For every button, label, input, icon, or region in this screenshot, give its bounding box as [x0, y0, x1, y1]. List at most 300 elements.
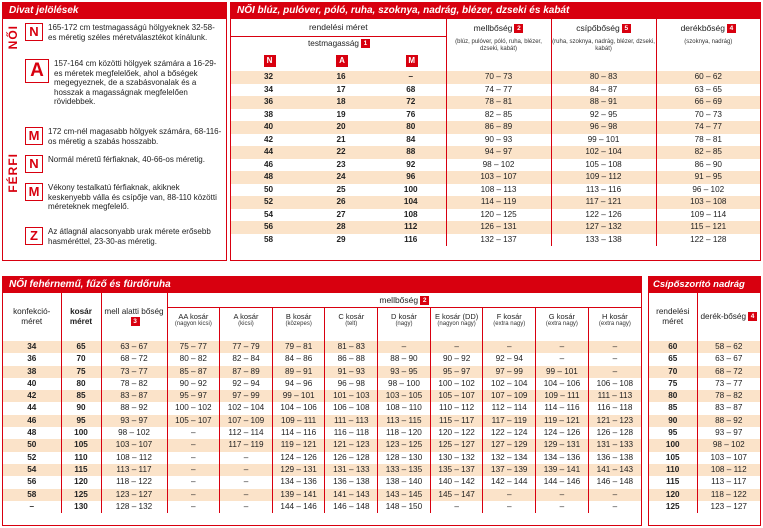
table-cell: 104	[376, 196, 446, 209]
table-cell: 98 – 102	[446, 159, 551, 172]
table-cell: 102 – 104	[483, 378, 536, 390]
table-cell: 148 – 150	[378, 501, 431, 513]
table-cell: 95	[649, 427, 697, 439]
table-cell: –	[220, 464, 273, 476]
table-cell: 109 – 112	[551, 171, 656, 184]
table-cell: 86 – 90	[656, 159, 760, 172]
table-cell: 105 – 108	[551, 159, 656, 172]
table-cell: 110	[649, 464, 697, 476]
table-cell: 84 – 86	[272, 353, 325, 365]
col-mellboseg: mellbőség 2 (blúz, pulóver, póló, ruha, blézer, dzseki, kabát)	[446, 19, 551, 71]
table-cell: 92 – 95	[551, 109, 656, 122]
table-row	[3, 464, 641, 476]
table-row	[3, 452, 641, 464]
table-row	[3, 341, 641, 353]
table-cell: 110 – 112	[430, 402, 483, 414]
table-cell: –	[430, 501, 483, 513]
table-cell: 80	[376, 121, 446, 134]
table-row	[3, 378, 641, 390]
cup-sub: (extra nagy)	[493, 320, 526, 327]
table-cell: –	[3, 501, 61, 513]
table-cell: 75 – 77	[167, 341, 220, 353]
table-cell: –	[167, 501, 220, 513]
col-girdle-rendelesi: rendelési méret	[656, 307, 690, 326]
table-row	[3, 489, 641, 501]
table-cell: 27	[306, 209, 376, 222]
table-cell: 130	[61, 501, 101, 513]
blouse-table	[231, 19, 760, 246]
table-row	[649, 402, 760, 414]
table-row	[649, 415, 760, 427]
col-girdle-derek: derék-bőség 4	[697, 293, 760, 341]
table-cell: 123 – 127	[101, 489, 167, 501]
cup-name: C kosár	[338, 311, 365, 321]
table-cell: 117 – 119	[220, 439, 273, 451]
table-row	[3, 366, 641, 378]
table-cell: 91 – 93	[325, 366, 378, 378]
table-cell: 111 – 113	[325, 415, 378, 427]
table-cell: 134 – 136	[536, 452, 589, 464]
table-cell: 112	[376, 221, 446, 234]
table-cell: 73 – 77	[697, 378, 760, 390]
table-cell: 28	[306, 221, 376, 234]
col-cup	[588, 307, 641, 341]
table-cell: –	[536, 489, 589, 501]
table-cell: 132 – 134	[483, 452, 536, 464]
table-cell: 84 – 87	[551, 84, 656, 97]
col-cup	[378, 307, 431, 341]
table-cell: –	[536, 501, 589, 513]
table-cell: 124 – 126	[536, 427, 589, 439]
table-cell: 95	[61, 415, 101, 427]
table-cell: 112 – 114	[220, 427, 273, 439]
table-cell: 133 – 135	[378, 464, 431, 476]
table-cell: 74 – 77	[656, 121, 760, 134]
table-cell: 25	[306, 184, 376, 197]
table-cell: 96	[376, 171, 446, 184]
table-row	[231, 71, 760, 84]
table-row	[231, 84, 760, 97]
col-mell-alatti: mell alatti bőség3	[101, 293, 167, 341]
table-cell: 42	[231, 134, 306, 147]
letter-n: N	[231, 51, 306, 71]
table-row	[231, 159, 760, 172]
table-cell: 133 – 138	[551, 234, 656, 247]
table-cell: 94 – 97	[446, 146, 551, 159]
table-cell: 139 – 141	[536, 464, 589, 476]
table-cell: 96 – 98	[551, 121, 656, 134]
table-cell: 60 – 62	[656, 71, 760, 84]
table-cell: 109 – 111	[272, 415, 325, 427]
table-cell: 56	[3, 476, 61, 488]
table-cell: 63 – 67	[697, 353, 760, 365]
table-cell: 96 – 98	[325, 378, 378, 390]
table-cell: 99 – 101	[272, 390, 325, 402]
table-cell: 104 – 106	[536, 378, 589, 390]
table-cell: –	[376, 71, 446, 84]
table-row	[649, 452, 760, 464]
cup-name: AA kosár	[178, 311, 209, 321]
legend-item	[25, 127, 222, 146]
table-cell: 42	[3, 390, 61, 402]
table-row	[231, 96, 760, 109]
table-cell: 136 – 138	[588, 452, 641, 464]
table-cell: 54	[231, 209, 306, 222]
table-cell: 34	[231, 84, 306, 97]
table-row	[649, 489, 760, 501]
table-cell: 105	[61, 439, 101, 451]
table-cell: 90 – 92	[167, 378, 220, 390]
table-cell: 127 – 129	[483, 439, 536, 451]
table-cell: 138 – 140	[378, 476, 431, 488]
table-row	[3, 476, 641, 488]
table-cell: –	[220, 489, 273, 501]
table-cell: 102 – 104	[220, 402, 273, 414]
legend-text: Vékony testalkatú férfiaknak, akiknek keskenyebb válla és csípője van, 88-110 közötti méreteknek megfelelő.	[48, 183, 217, 211]
table-row	[649, 378, 760, 390]
table-cell: 113 – 117	[697, 476, 760, 488]
table-cell: 110	[61, 452, 101, 464]
size-letter-icon: A	[25, 59, 49, 83]
table-cell: 120 – 122	[430, 427, 483, 439]
table-cell: 44	[3, 402, 61, 414]
cup-name: D kosár	[391, 311, 417, 321]
table-cell: 120	[649, 489, 697, 501]
table-row	[231, 171, 760, 184]
table-cell: 136 – 138	[325, 476, 378, 488]
table-cell: 96 – 102	[656, 184, 760, 197]
table-cell: 106 – 108	[325, 402, 378, 414]
table-cell: 134 – 136	[272, 476, 325, 488]
divat-panel	[2, 2, 227, 261]
table-cell: 118 – 122	[697, 489, 760, 501]
table-cell: 87 – 89	[220, 366, 273, 378]
table-cell: 86 – 88	[325, 353, 378, 365]
table-cell: 120	[61, 476, 101, 488]
col-rendelesi: rendelési méret	[231, 19, 446, 36]
table-cell: 114 – 119	[446, 196, 551, 209]
table-cell: 125 – 127	[430, 439, 483, 451]
table-cell: 68 – 72	[101, 353, 167, 365]
table-cell: 24	[306, 171, 376, 184]
table-cell: 88 – 91	[551, 96, 656, 109]
table-cell: 19	[306, 109, 376, 122]
size-letter-icon: N	[25, 23, 43, 41]
table-cell: 58	[231, 234, 306, 247]
table-cell: 90	[61, 402, 101, 414]
table-cell: 75	[649, 378, 697, 390]
table-cell: 109 – 111	[536, 390, 589, 402]
table-row	[231, 209, 760, 222]
noi-label: NŐI	[6, 25, 20, 50]
table-cell: –	[167, 427, 220, 439]
table-cell: 70	[649, 366, 697, 378]
cup-sub: (kicsi)	[238, 320, 254, 327]
table-cell: 80 – 83	[551, 71, 656, 84]
table-cell: 115	[61, 464, 101, 476]
table-cell: 65	[649, 353, 697, 365]
table-row	[3, 353, 641, 365]
table-cell: 58	[3, 489, 61, 501]
table-cell: 97 – 99	[220, 390, 273, 402]
letter-m: M	[376, 51, 446, 71]
table-cell: 126 – 131	[446, 221, 551, 234]
table-cell: 85	[61, 390, 101, 402]
table-cell: 36	[3, 353, 61, 365]
table-cell: 93 – 95	[378, 366, 431, 378]
legend-text: Az átlagnál alacsonyabb urak mérete erősebb hasméréttel, 23-30-as méretig.	[48, 227, 211, 246]
table-cell: 98 – 102	[101, 427, 167, 439]
legend-item	[25, 23, 222, 42]
table-row	[3, 439, 641, 451]
size-letter-icon: N	[25, 155, 43, 173]
table-cell: 94 – 96	[272, 378, 325, 390]
cup-name: F kosár	[496, 311, 522, 321]
cup-sub: (közepes)	[285, 320, 312, 327]
table-cell: 52	[231, 196, 306, 209]
table-cell: –	[588, 341, 641, 353]
table-cell: 115	[649, 476, 697, 488]
table-cell: 88 – 92	[697, 415, 760, 427]
table-cell: 104 – 106	[272, 402, 325, 414]
table-cell: 116 – 118	[325, 427, 378, 439]
table-cell: 126 – 128	[588, 427, 641, 439]
table-cell: 88	[376, 146, 446, 159]
table-cell: 114 – 116	[272, 427, 325, 439]
legend-item	[25, 155, 222, 173]
table-cell: 52	[3, 452, 61, 464]
table-cell: 109 – 114	[656, 209, 760, 222]
table-cell: –	[588, 501, 641, 513]
table-cell: 115 – 117	[430, 415, 483, 427]
table-row	[231, 184, 760, 197]
table-cell: 22	[306, 146, 376, 159]
table-cell: 78 – 82	[101, 378, 167, 390]
table-cell: 36	[231, 96, 306, 109]
underwear-panel	[2, 276, 642, 526]
table-row	[231, 121, 760, 134]
col-konfekcio: konfekció-méret	[13, 307, 51, 326]
table-cell: 72	[376, 96, 446, 109]
table-cell: 65	[61, 341, 101, 353]
table-cell: 103 – 107	[446, 171, 551, 184]
table-row	[649, 390, 760, 402]
table-cell: 93 – 97	[101, 415, 167, 427]
table-cell: 122 – 124	[483, 427, 536, 439]
table-cell: 135 – 137	[430, 464, 483, 476]
table-cell: 56	[231, 221, 306, 234]
table-cell: 79 – 81	[272, 341, 325, 353]
table-cell: 34	[3, 341, 61, 353]
size-letter-icon: M	[25, 183, 43, 201]
table-cell: 78 – 81	[446, 96, 551, 109]
table-row	[649, 464, 760, 476]
table-cell: 117 – 119	[483, 415, 536, 427]
table-cell: 70 – 73	[656, 109, 760, 122]
col-csipo: csípőbőség 5 (ruha, szoknya, nadrág, blézer, dzseki, kabát)	[551, 19, 656, 71]
table-cell: 88 – 92	[101, 402, 167, 414]
table-cell: 68	[376, 84, 446, 97]
blouse-title: NŐI blúz, pulóver, póló, ruha, szoknya, nadrág, blézer, dzseki és kabát	[231, 3, 760, 19]
table-cell: 89 – 91	[272, 366, 325, 378]
table-cell: 82 – 84	[220, 353, 273, 365]
table-cell: 146 – 148	[588, 476, 641, 488]
table-cell: 91 – 95	[656, 171, 760, 184]
table-row	[649, 427, 760, 439]
table-cell: 44	[231, 146, 306, 159]
letter-a: A	[306, 51, 376, 71]
table-cell: 88 – 90	[378, 353, 431, 365]
table-cell: 125	[649, 501, 697, 513]
legend-item	[25, 59, 222, 107]
table-cell: 105	[649, 452, 697, 464]
cup-sub: (nagyon kicsi)	[174, 320, 212, 327]
table-cell: 128 – 130	[378, 452, 431, 464]
cup-sub: (nagy)	[395, 320, 413, 327]
table-cell: –	[588, 489, 641, 501]
table-cell: 122 – 126	[551, 209, 656, 222]
table-cell: 146 – 148	[325, 501, 378, 513]
table-cell: –	[167, 476, 220, 488]
table-cell: 126 – 128	[325, 452, 378, 464]
table-cell: 131 – 133	[325, 464, 378, 476]
table-cell: 101 – 103	[325, 390, 378, 402]
col-kosar: kosár méret	[61, 293, 101, 341]
table-cell: 121 – 123	[588, 415, 641, 427]
table-cell: 108 – 112	[101, 452, 167, 464]
table-cell: 100 – 102	[430, 378, 483, 390]
table-cell: 50	[3, 439, 61, 451]
table-cell: 95 – 97	[430, 366, 483, 378]
cup-name: B kosár	[285, 311, 312, 321]
table-cell: 16	[306, 71, 376, 84]
table-cell: 90	[649, 415, 697, 427]
table-cell: 93 – 97	[697, 427, 760, 439]
table-row	[649, 353, 760, 365]
table-row	[3, 415, 641, 427]
cup-sub: (nagyon nagy)	[437, 320, 476, 327]
table-cell: 119 – 121	[272, 439, 325, 451]
table-cell: 103 – 107	[101, 439, 167, 451]
table-cell: 113 – 117	[101, 464, 167, 476]
table-cell: 38	[3, 366, 61, 378]
table-cell: 99 – 101	[551, 134, 656, 147]
table-cell: 144 – 146	[536, 476, 589, 488]
table-cell: 100 – 102	[167, 402, 220, 414]
col-cup	[272, 307, 325, 341]
table-cell: 90 – 93	[446, 134, 551, 147]
table-cell: 18	[306, 96, 376, 109]
table-cell: 80	[649, 390, 697, 402]
cup-sub: (telt)	[345, 320, 358, 327]
table-cell: 145 – 147	[430, 489, 483, 501]
girdle-panel	[648, 276, 761, 526]
table-cell: 90 – 92	[430, 353, 483, 365]
table-row	[649, 366, 760, 378]
cup-name: A kosár	[233, 311, 259, 321]
table-cell: 70	[61, 353, 101, 365]
table-cell: 48	[231, 171, 306, 184]
table-cell: 98 – 102	[697, 439, 760, 451]
legend-text: Normál méretű férfiaknak, 40-66-os méretig.	[48, 155, 205, 164]
table-cell: 132 – 137	[446, 234, 551, 247]
table-cell: 142 – 144	[483, 476, 536, 488]
table-cell: 54	[3, 464, 61, 476]
table-row	[649, 501, 760, 513]
table-cell: –	[167, 489, 220, 501]
table-cell: 63 – 65	[656, 84, 760, 97]
table-cell: 68 – 72	[697, 366, 760, 378]
table-row	[231, 109, 760, 122]
table-cell: 119 – 121	[536, 415, 589, 427]
table-cell: 108 – 112	[697, 464, 760, 476]
table-cell: 114 – 116	[536, 402, 589, 414]
table-cell: –	[220, 501, 273, 513]
table-cell: 48	[3, 427, 61, 439]
table-cell: –	[536, 353, 589, 365]
table-cell: 116	[376, 234, 446, 247]
table-cell: 81 – 83	[325, 341, 378, 353]
table-cell: 128 – 132	[101, 501, 167, 513]
table-cell: 118 – 120	[378, 427, 431, 439]
cup-sub: (extra nagy)	[598, 320, 631, 327]
table-cell: 102 – 104	[551, 146, 656, 159]
table-cell: –	[167, 464, 220, 476]
col-mellboseg-group: mellbőség 2	[167, 293, 641, 307]
table-cell: 115 – 121	[656, 221, 760, 234]
legend-text: 157-164 cm közötti hölgyek számára a 16-29-es méretek megfelelőek, ahol a bőségek megegyeznek, de a szabásvonalak és a hosszak a magasságnak megfelelően rövidebbek.	[54, 59, 217, 106]
table-cell: –	[483, 489, 536, 501]
table-cell: 60	[649, 341, 697, 353]
table-cell: 120 – 125	[446, 209, 551, 222]
table-cell: 70 – 73	[446, 71, 551, 84]
cup-name: G kosár	[548, 311, 576, 321]
table-cell: –	[536, 341, 589, 353]
girdle-table	[649, 293, 760, 513]
legend-text: 165-172 cm testmagasságú hölgyeknek 32-58-es méretig széles méretválasztékot kínálunk.	[48, 23, 215, 42]
table-cell: 127 – 132	[551, 221, 656, 234]
table-cell: 100	[376, 184, 446, 197]
table-cell: 80	[61, 378, 101, 390]
table-cell: 130 – 132	[430, 452, 483, 464]
table-cell: 108 – 110	[378, 402, 431, 414]
col-derek: derékbőség 4 (szoknya, nadrág)	[656, 19, 760, 71]
table-row	[649, 476, 760, 488]
table-cell: 84	[376, 134, 446, 147]
table-cell: 105 – 107	[167, 415, 220, 427]
table-cell: 85 – 87	[167, 366, 220, 378]
table-row	[231, 221, 760, 234]
legend-item	[25, 227, 222, 246]
table-cell: 78 – 82	[697, 390, 760, 402]
table-cell: 58 – 62	[697, 341, 760, 353]
table-cell: 20	[306, 121, 376, 134]
table-cell: –	[483, 341, 536, 353]
table-cell: 82 – 85	[446, 109, 551, 122]
col-cup	[483, 307, 536, 341]
table-cell: –	[220, 452, 273, 464]
table-cell: 113 – 115	[378, 415, 431, 427]
table-cell: 103 – 105	[378, 390, 431, 402]
cup-sub: (extra nagy)	[545, 320, 578, 327]
table-cell: 106 – 108	[588, 378, 641, 390]
table-cell: 38	[231, 109, 306, 122]
table-cell: 83 – 87	[101, 390, 167, 402]
table-cell: 123 – 127	[697, 501, 760, 513]
table-cell: 107 – 109	[483, 390, 536, 402]
underwear-title: NŐI fehérnemű, fűző és fürdőruha	[3, 277, 641, 293]
table-cell: 107 – 109	[220, 415, 273, 427]
